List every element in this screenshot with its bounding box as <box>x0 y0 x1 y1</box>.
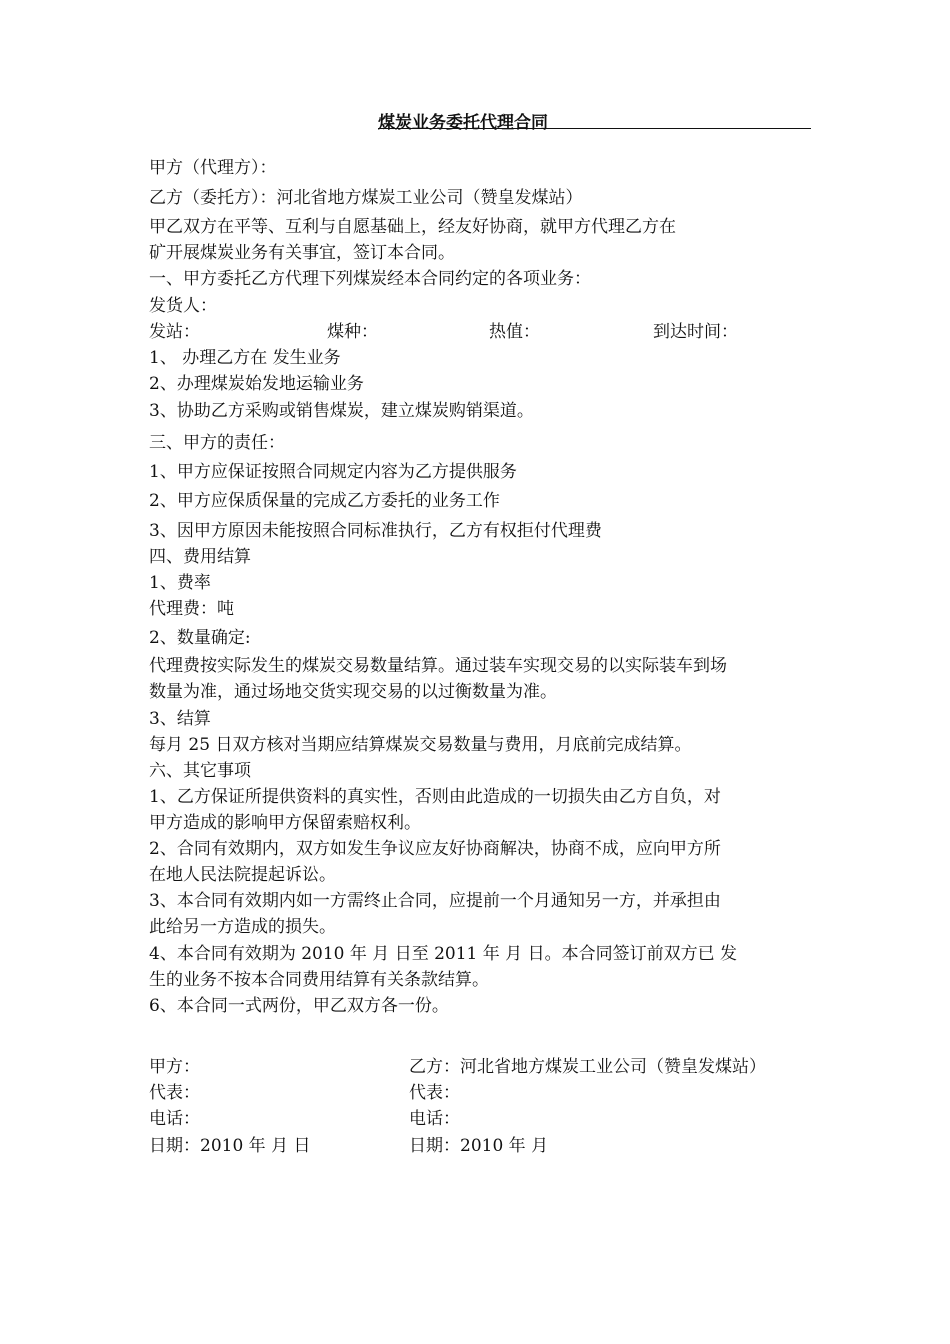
intro-line-2: 矿开展煤炭业务有关事宜，签订本合同。 <box>149 243 455 263</box>
section-3-heading: 三、甲方的责任： <box>149 433 285 453</box>
list-item: 2、办理煤炭始发地运输业务 <box>149 374 364 394</box>
list-item: 3、协助乙方采购或销售煤炭，建立煤炭购销渠道。 <box>149 401 534 421</box>
party-b-date: 日期：2010 年 月 <box>409 1136 549 1156</box>
list-item: 4、本合同有效期为 2010 年 月 日至 2011 年 月 日。本合同签订前双方已 发 <box>149 944 737 964</box>
settlement-text: 每月 25 日双方核对当期应结算煤炭交易数量与费用，月底前完成结算。 <box>149 735 692 755</box>
quantity-line-1: 代理费按实际发生的煤炭交易数量结算。通过装车实现交易的以实际装车到场 <box>149 656 727 676</box>
party-a-phone: 电话： <box>149 1109 200 1129</box>
coal-type-label: 煤种： <box>327 322 378 342</box>
list-item: 1、 办理乙方在 发生业务 <box>149 348 341 368</box>
list-item: 3、结算 <box>149 709 211 729</box>
list-item: 3、本合同有效期内如一方需终止合同，应提前一个月通知另一方，并承担由 <box>149 891 721 911</box>
agency-fee-line: 代理费：吨 <box>149 599 234 619</box>
list-item-continued: 在地人民法院提起诉讼。 <box>149 865 336 885</box>
quantity-line-2: 数量为准，通过场地交货实现交易的以过衡数量为准。 <box>149 682 557 702</box>
party-b-representative: 代表： <box>409 1083 460 1103</box>
party-a-line: 甲方（代理方）： <box>149 158 277 178</box>
list-item: 2、数量确定: <box>149 628 251 648</box>
list-item: 1、乙方保证所提供资料的真实性，否则由此造成的一切损失由乙方自负，对 <box>149 787 721 807</box>
section-1-heading: 一、甲方委托乙方代理下列煤炭经本合同约定的各项业务： <box>149 269 591 289</box>
section-6-heading: 六、其它事项 <box>149 761 251 781</box>
party-b-line: 乙方（委托方）：河北省地方煤炭工业公司（赞皇发煤站） <box>149 188 583 208</box>
list-item: 6、本合同一式两份，甲乙双方各一份。 <box>149 996 449 1016</box>
list-item-continued: 甲方造成的影响甲方保留索赔权利。 <box>149 813 421 833</box>
party-a-representative: 代表： <box>149 1083 200 1103</box>
party-b-phone: 电话： <box>409 1109 460 1129</box>
document-title: 煤炭业务委托代理合同 <box>378 113 548 133</box>
list-item: 2、甲方应保质保量的完成乙方委托的业务工作 <box>149 491 500 511</box>
intro-line-1: 甲乙双方在平等、互利与自愿基础上，经友好协商，就甲方代理乙方在 <box>149 217 676 237</box>
calorific-label: 热值： <box>489 322 540 342</box>
list-item-continued: 此给另一方造成的损失。 <box>149 917 336 937</box>
party-a-date: 日期：2010 年 月 日 <box>149 1136 311 1156</box>
section-4-heading: 四、费用结算 <box>149 547 251 567</box>
list-item: 3、因甲方原因未能按照合同标准执行，乙方有权拒付代理费 <box>149 521 602 541</box>
list-item: 2、合同有效期内，双方如发生争议应友好协商解决，协商不成，应向甲方所 <box>149 839 721 859</box>
shipper-label: 发货人： <box>149 296 217 316</box>
party-a-signature-label: 甲方： <box>149 1057 200 1077</box>
arrival-time-label: 到达时间： <box>653 322 738 342</box>
list-item: 1、甲方应保证按照合同规定内容为乙方提供服务 <box>149 462 517 482</box>
party-b-signature-label: 乙方：河北省地方煤炭工业公司（赞皇发煤站） <box>409 1057 766 1077</box>
list-item: 1、费率 <box>149 573 211 593</box>
list-item-continued: 生的业务不按本合同费用结算有关条款结算。 <box>149 970 489 990</box>
station-label: 发站： <box>149 322 200 342</box>
title-underline <box>378 128 811 129</box>
